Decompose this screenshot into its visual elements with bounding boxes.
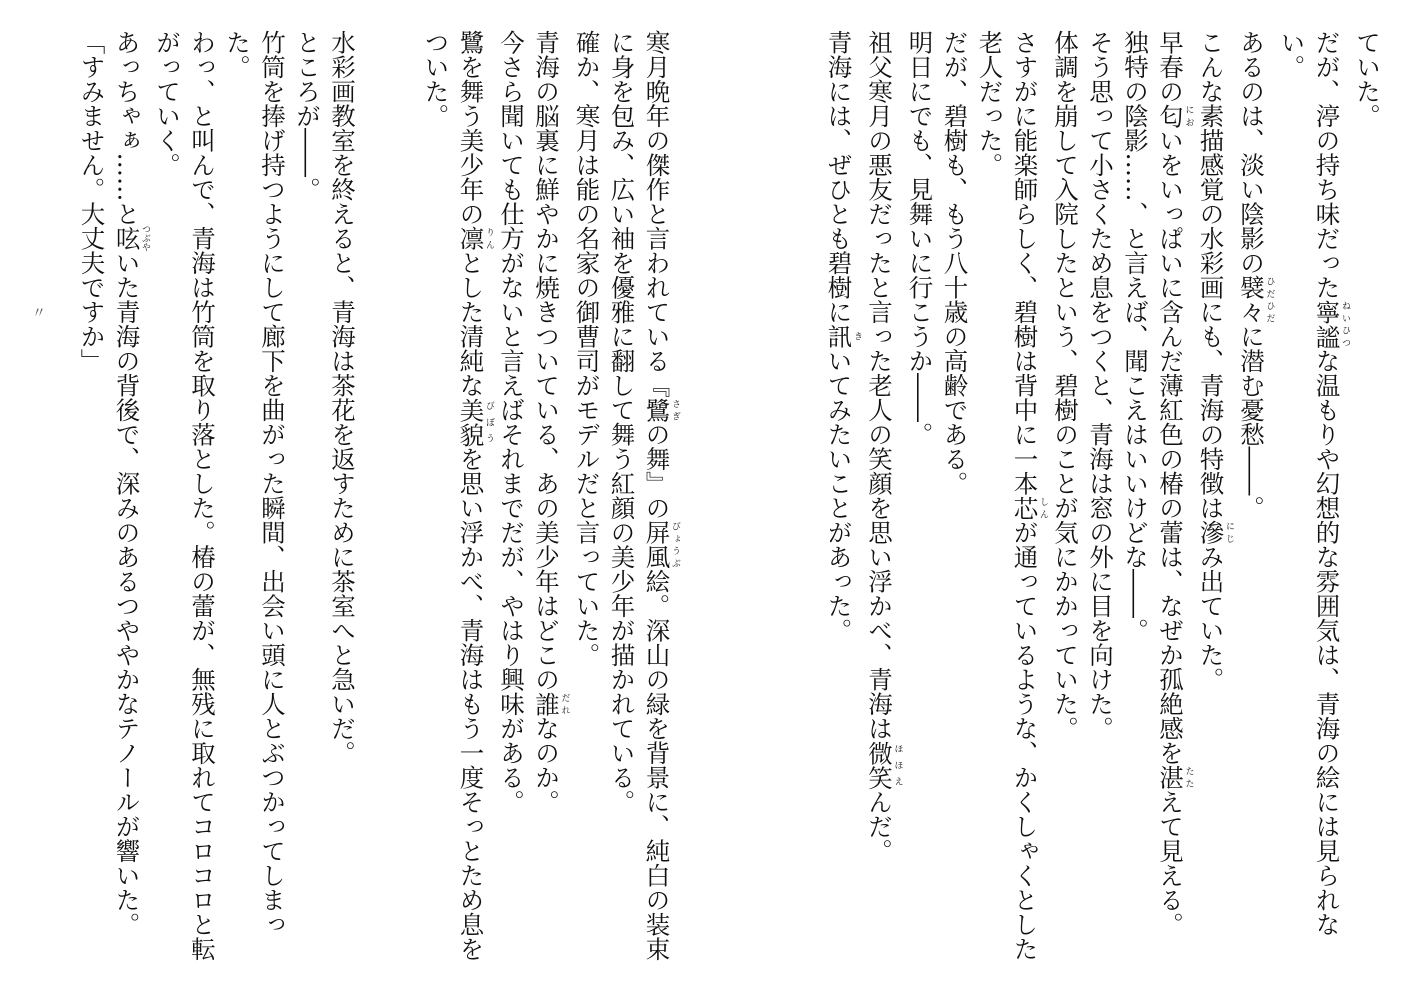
paragraph: ていた。 (1353, 30, 1382, 128)
paragraph: ところが――。 (293, 30, 322, 202)
paragraph: 早春の匂においをいっぱいに含んだ薄紅色の椿の蕾は、なぜか孤絶感を湛たたえて見える。 (1156, 30, 1194, 937)
page-number: 〃 (30, 305, 46, 319)
paragraph: あるのは、淡い陰影の襞々ひだひだに潜む憂愁――。 (1237, 30, 1275, 520)
paragraph: 竹筒を捧げ持つようにして廊下を曲がった瞬間、出会い頭に人とぶつかってしまった。 (223, 30, 287, 937)
paragraph: さすがに能楽師らしく、碧樹は背中に一本芯しんが通っているような、かくしゃくとした老人だった。 (975, 30, 1048, 961)
paragraph: わっ、と叫んで、青海は竹筒を取り落とした。椿の蕾が、無残に取れてコロコロと転がっていく。 (153, 30, 217, 961)
paragraph: 「すみません。大丈夫ですか」 (77, 30, 107, 373)
paragraph: あっちゃぁ……と呟つぶやいた青海の背後で、深みのあるつややかなテノールが響いた。 (112, 30, 150, 937)
paragraph: 独特の陰影……、と言えば、聞こえはいいけどな――。 (1121, 30, 1150, 643)
paragraph: 青海の脳裏に鮮やかに焼きついている、あの美少年はどこの誰だれなのか。 (532, 30, 570, 814)
text-column-group-middle (421, 30, 680, 980)
paragraph: 寒月晩年の傑作と言われている『鷺さぎの舞』の屏風びょうぶ絵。深山の緑を背景に、純白の装束に身を包み、広い袖を優雅に翻して舞う紅顔の美少年が描かれている。 (607, 30, 680, 961)
paragraph: 水彩画教室を終えると、青海は茶花を返すために茶室へと急いだ。 (328, 30, 357, 765)
paragraph: 体調を崩して入院したという、碧樹のことが気にかかっていた。 (1051, 30, 1080, 741)
paragraph: だが、渟の持ち味だった寧謐ねいひつな温もりや幻想的な雰囲気は、青海の絵には見られない。 (1277, 30, 1350, 937)
paragraph: 明日にでも、見舞いに行こうか――。 (905, 30, 935, 447)
paragraph: そう思って小さくため息をつくと、青海は窓の外に目を向けた。 (1086, 30, 1115, 741)
paragraph: 確か、寒月は能の名家の御曹司がモデルだと言っていた。 (572, 30, 602, 667)
text-column-group-left (70, 30, 360, 980)
paragraph: 鷺を舞う美少年の凛りんとした清純な美貌びぼうを思い浮かべ、青海はもう一度そっとため息をついた。 (421, 30, 494, 961)
paragraph: 青海には、ぜひとも碧樹に訊きいてみたいことがあった。 (824, 30, 862, 643)
paragraph: 祖父寒月の悪友だったと言った老人の笑顔を思い浮かべ、青海は微笑ほほえんだ。 (865, 30, 903, 863)
text-column-group-right (775, 30, 1385, 980)
paragraph: だが、碧樹も、もう八十歳の高齢である。 (940, 30, 970, 496)
paragraph: こんな素描感覚の水彩画にも、青海の特徴は滲にじみ出ていた。 (1196, 30, 1234, 692)
paragraph: 今さら聞いても仕方がないと言えばそれまでだが、やはり興味がある。 (497, 30, 526, 814)
